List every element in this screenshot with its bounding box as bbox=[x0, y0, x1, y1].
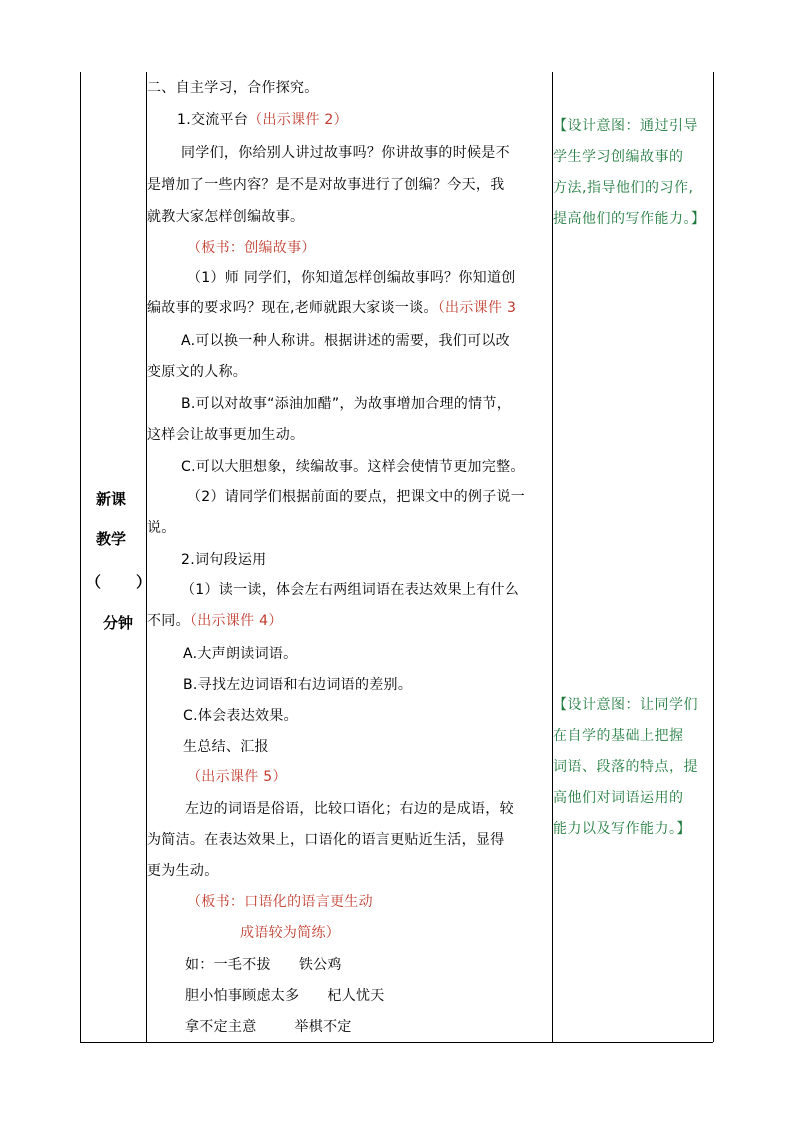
example-pair bbox=[185, 986, 385, 1006]
design-note-line: 学生学习创编故事的 bbox=[553, 149, 684, 165]
design-note-line: 能力以及写作能力。】 bbox=[553, 821, 691, 837]
table-border-right bbox=[713, 72, 714, 1042]
main-line: A.大声朗读词语。 bbox=[183, 646, 298, 662]
design-note-line: 【设计意图：让同学们 bbox=[553, 697, 698, 713]
design-note-1 bbox=[553, 116, 713, 240]
main-line: 生总结、汇报 bbox=[183, 739, 269, 755]
main-line: 同学们，你给别人讲过故事吗？你讲故事的时候是不 bbox=[181, 145, 510, 161]
subheading: 1.交流平台 bbox=[177, 112, 249, 128]
section-label-line1: 新课 bbox=[96, 490, 127, 508]
section-label-paren-close: ） bbox=[136, 573, 152, 591]
main-line: 左边的词语是俗语，比较口语化；右边的是成语，较 bbox=[185, 801, 514, 817]
example-pair bbox=[185, 1017, 352, 1037]
main-line: 说。 bbox=[147, 520, 176, 536]
design-note-line: 方法,指导他们的习作, bbox=[553, 180, 694, 196]
example-idiom-colloquial: 拿不定主意 bbox=[185, 1019, 257, 1035]
example-pair bbox=[185, 955, 342, 975]
main-line: 就教大家怎样创编故事。 bbox=[147, 209, 305, 225]
design-note-line: 高他们对词语运用的 bbox=[553, 790, 684, 806]
main-line: 更为生动。 bbox=[147, 863, 219, 879]
section-label-line4: 分钟 bbox=[103, 614, 134, 632]
design-note-line: 提高他们的写作能力。】 bbox=[553, 211, 706, 227]
main-line: （1）读一读，体会左右两组词语在表达效果上有什么 bbox=[181, 582, 520, 598]
design-note-line: 【设计意图：通过引导 bbox=[553, 118, 698, 134]
design-note-line: 词语、段落的特点，提 bbox=[553, 759, 698, 775]
main-content bbox=[147, 0, 551, 1042]
main-line bbox=[147, 611, 283, 631]
example-idiom-colloquial: 如：一毛不拔 bbox=[185, 957, 271, 973]
section-label-line2: 教学 bbox=[96, 530, 127, 548]
example-idiom-formal: 铁公鸡 bbox=[298, 957, 342, 973]
slide-ref: （出示课件 2） bbox=[248, 112, 348, 128]
main-line: 二、自主学习，合作探究。 bbox=[147, 80, 319, 96]
main-line: 是增加了一些内容？是不是对故事进行了创编？今天，我 bbox=[147, 177, 505, 193]
main-line: 为简洁。在表达效果上，口语化的语言更贴近生活，显得 bbox=[147, 832, 505, 848]
main-line: C.体会表达效果。 bbox=[183, 708, 298, 724]
main-line: 变原文的人称。 bbox=[147, 364, 248, 380]
example-idiom-colloquial: 胆小怕事顾虑太多 bbox=[185, 988, 300, 1004]
main-line: （2）请同学们根据前面的要点，把课文中的例子说一 bbox=[187, 489, 526, 505]
example-idiom-formal: 举棋不定 bbox=[294, 1019, 352, 1035]
main-line: B.寻找左边词语和右边词语的差别。 bbox=[183, 677, 413, 693]
main-line: B.可以对故事“添油加醋”，为故事增加合理的情节， bbox=[181, 396, 512, 412]
design-note-2 bbox=[553, 695, 713, 850]
slide-ref: （出示课件 3 bbox=[437, 300, 517, 316]
main-line: （1）师 同学们，你知道怎样创编故事吗？你知道创 bbox=[187, 270, 516, 286]
main-line: 这样会让故事更加生动。 bbox=[147, 427, 305, 443]
section-label-paren-open: （ bbox=[86, 573, 102, 591]
main-line bbox=[177, 110, 348, 130]
table-border-bottom bbox=[80, 1042, 713, 1043]
slide-ref: （出示课件 5） bbox=[187, 769, 287, 785]
main-line-text: 不同。 bbox=[147, 613, 190, 629]
main-line: C.可以大胆想象，续编故事。这样会使情节更加完整。 bbox=[181, 459, 525, 475]
main-line bbox=[147, 298, 516, 318]
subheading: 2.词句段运用 bbox=[181, 552, 267, 568]
board-note: 成语较为简练） bbox=[240, 925, 341, 941]
main-line-text: 编故事的要求吗？现在,老师就跟大家谈一谈。 bbox=[147, 300, 438, 316]
slide-ref: （出示课件 4） bbox=[189, 613, 283, 629]
example-idiom-formal: 杞人忧天 bbox=[327, 988, 385, 1004]
design-note-line: 在自学的基础上把握 bbox=[553, 728, 684, 744]
board-note: （板书：口语化的语言更生动 bbox=[187, 894, 373, 910]
main-line: A.可以换一种人称讲。根据讲述的需要，我们可以改 bbox=[181, 333, 510, 349]
table-border-left bbox=[80, 72, 81, 1042]
board-note: （板书：创编故事） bbox=[187, 240, 316, 256]
